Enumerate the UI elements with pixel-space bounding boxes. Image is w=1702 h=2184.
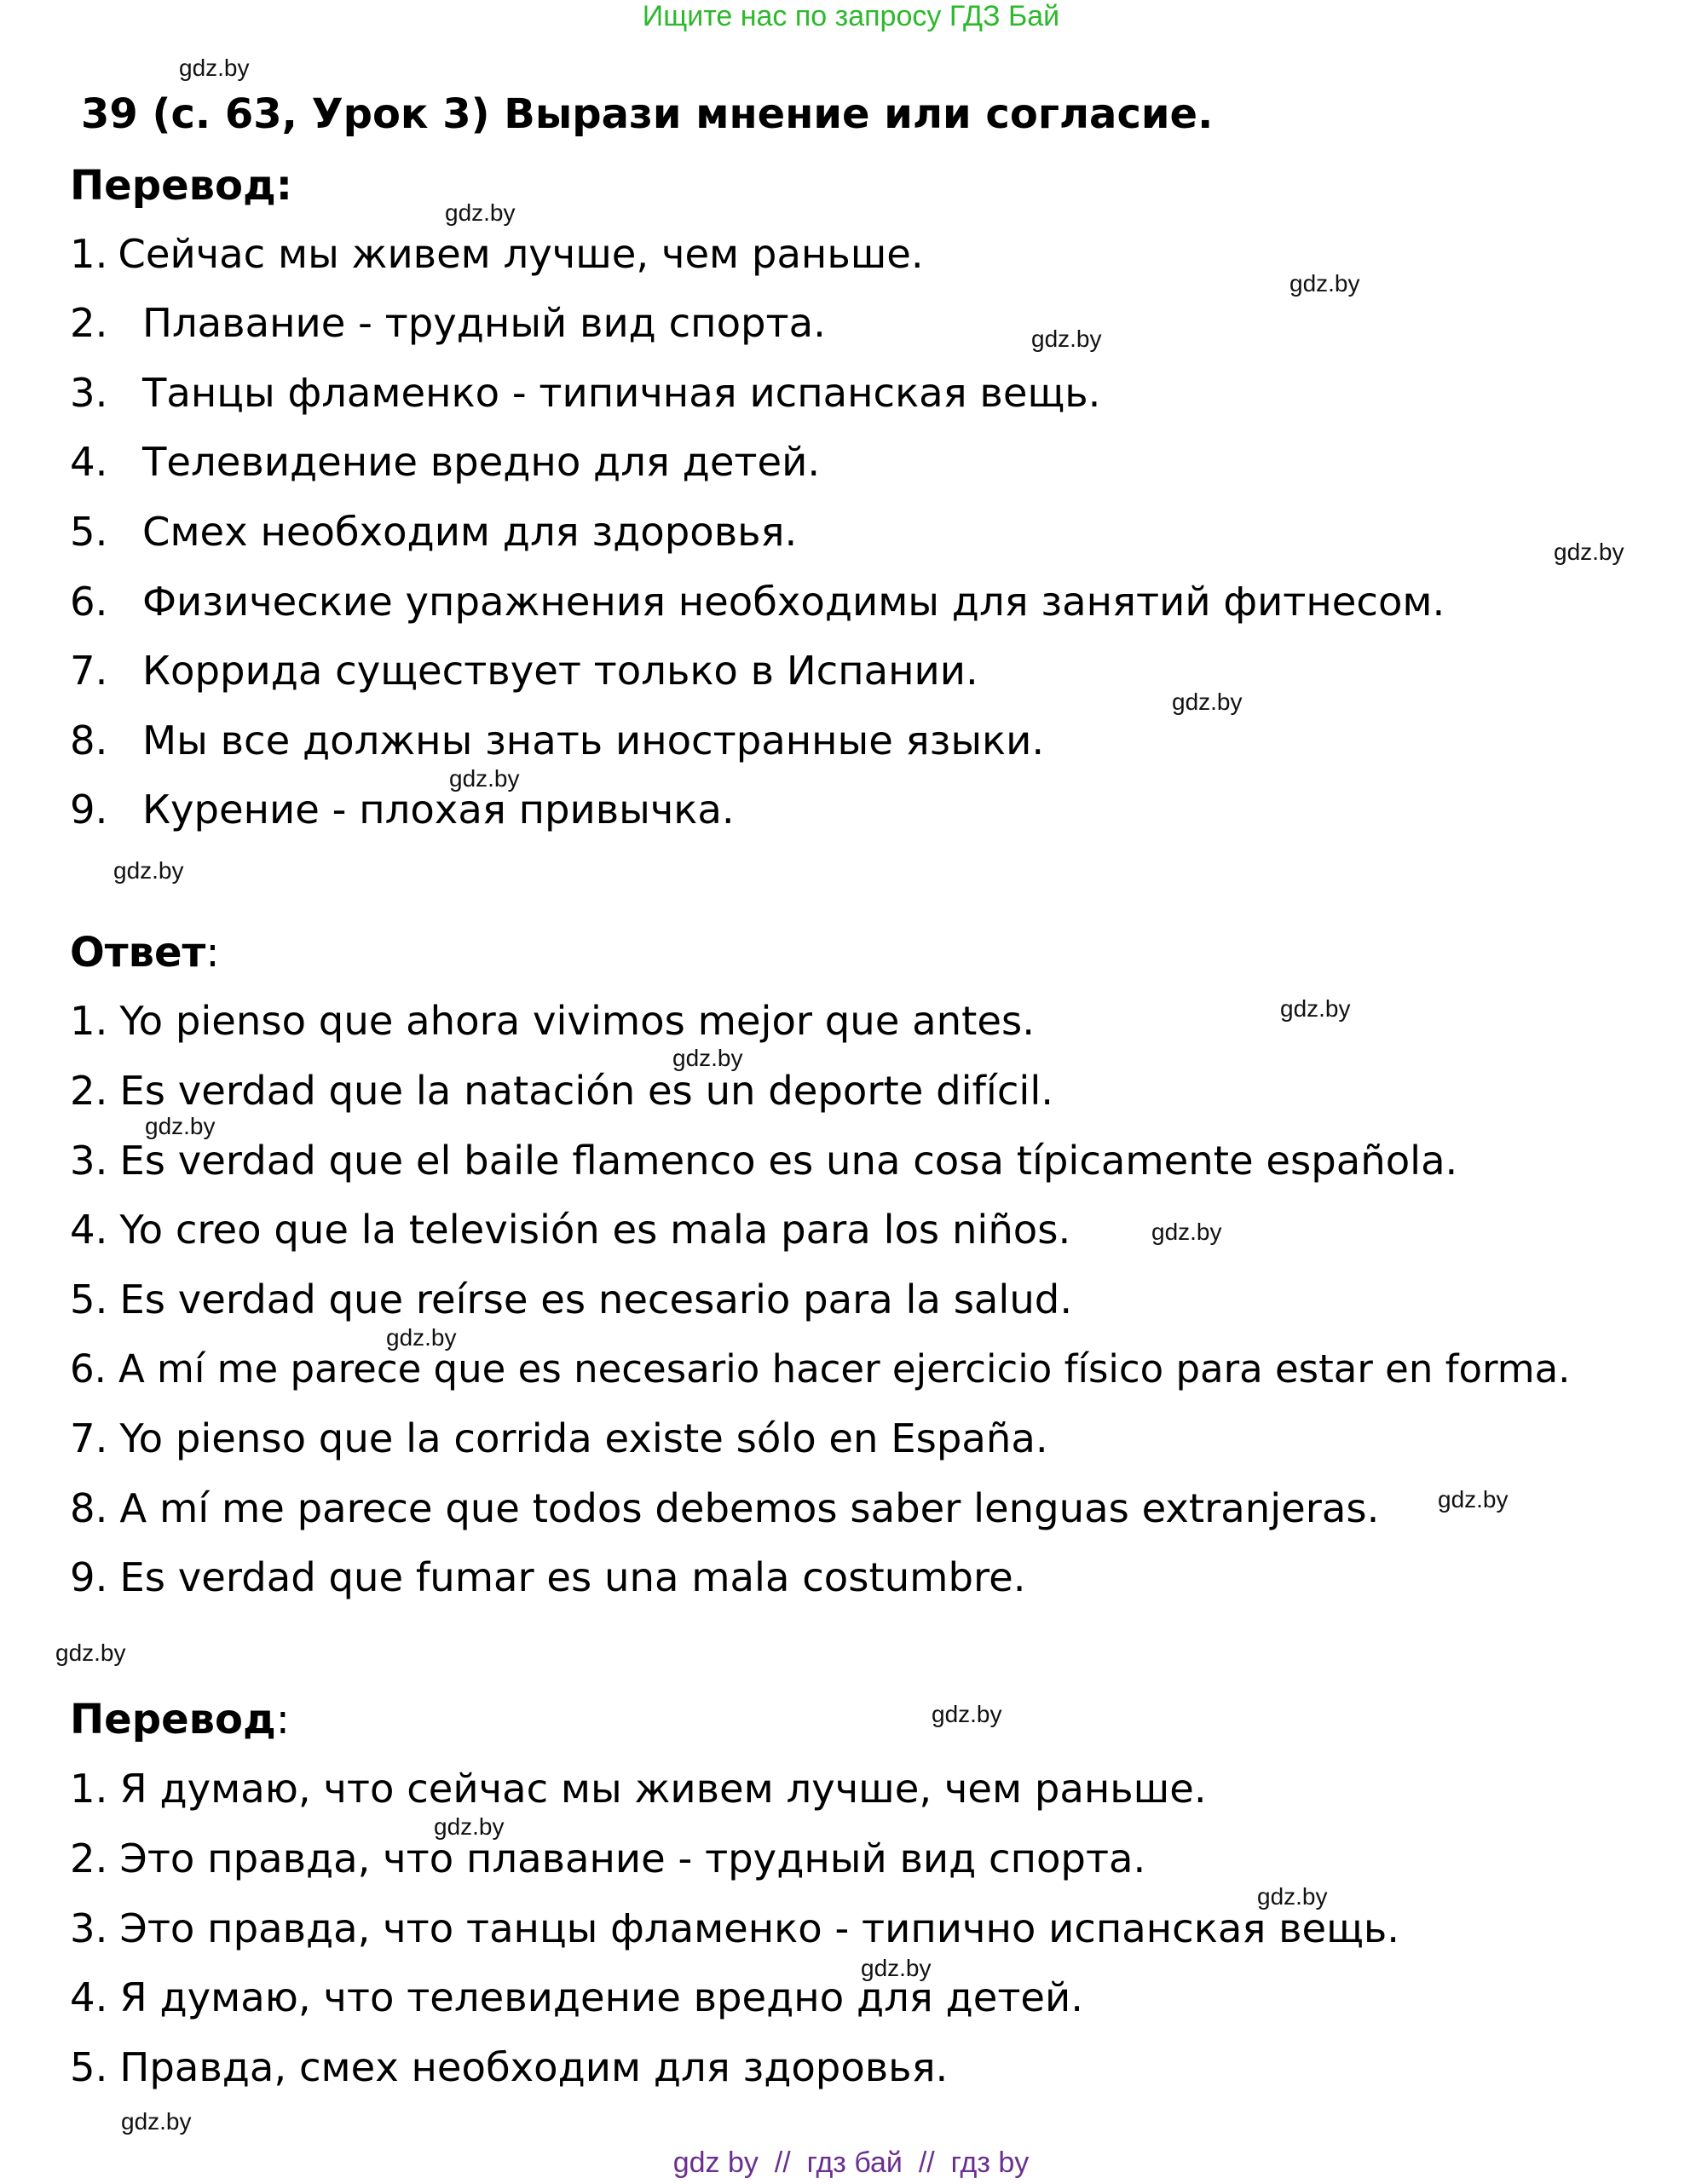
list-item bbox=[70, 1763, 1207, 1814]
item-text: Yo pienso que ahora vivimos mejor que antes. bbox=[119, 998, 1035, 1044]
list-item bbox=[70, 1833, 1145, 1884]
watermark: gdz.by bbox=[113, 857, 184, 884]
list-item bbox=[70, 2042, 948, 2093]
item-number: 4. bbox=[70, 439, 108, 485]
item-number: 3. bbox=[70, 1138, 108, 1184]
section-heading-answer bbox=[70, 927, 220, 978]
item-number: 3. bbox=[70, 370, 108, 416]
top-banner: Ищите нас по запросу ГДЗ Бай bbox=[642, 0, 1060, 32]
watermark: gdz.by bbox=[932, 1701, 1002, 1727]
item-number: 1. bbox=[70, 231, 108, 277]
watermark: gdz.by bbox=[434, 1813, 505, 1840]
item-number: 2. bbox=[70, 1068, 108, 1114]
item-text: Телевидение вредно для детей. bbox=[142, 439, 821, 485]
heading-colon: : bbox=[275, 1696, 290, 1743]
list-item bbox=[70, 576, 1445, 627]
item-text: Физические упражнения необходимы для занятий фитнесом. bbox=[142, 579, 1445, 625]
item-number: 3. bbox=[70, 1905, 108, 1951]
footer-links: gdz by // гдз бай // гдз by bbox=[672, 2147, 1030, 2179]
watermark: gdz.by bbox=[55, 1639, 126, 1666]
list-item bbox=[70, 1204, 1070, 1255]
watermark: gdz.by bbox=[1031, 326, 1102, 352]
item-text: Yo pienso que la corrida existe sólo en España. bbox=[119, 1415, 1048, 1461]
list-item bbox=[70, 1552, 1025, 1603]
heading-text: Ответ bbox=[70, 929, 206, 977]
item-number: 1. bbox=[70, 998, 108, 1044]
list-item bbox=[70, 995, 1035, 1046]
item-text: Курение - плохая привычка. bbox=[142, 787, 735, 833]
watermark: gdz.by bbox=[672, 1045, 743, 1071]
item-text: Сейчас мы живем лучше, чем раньше. bbox=[118, 231, 924, 277]
exercise-title: 39 (с. 63, Урок 3) Вырази мнение или согласие. bbox=[81, 90, 1214, 138]
watermark: gdz.by bbox=[1289, 270, 1360, 297]
item-number: 2. bbox=[70, 300, 108, 346]
item-number: 9. bbox=[70, 787, 108, 833]
list-item bbox=[70, 1344, 1570, 1395]
section-heading-translation-2 bbox=[70, 1694, 290, 1745]
watermark: gdz.by bbox=[1280, 995, 1351, 1022]
item-text: Es verdad que el baile flamenco es una cosa típicamente española. bbox=[119, 1138, 1458, 1184]
watermark: gdz.by bbox=[121, 2108, 192, 2135]
item-text: Es verdad que fumar es una mala costumbre. bbox=[119, 1554, 1026, 1600]
item-number: 5. bbox=[70, 1276, 108, 1323]
list-item bbox=[70, 1065, 1053, 1116]
item-text: Es verdad que la natación es un deporte difícil. bbox=[119, 1068, 1054, 1114]
list-item bbox=[70, 1972, 1083, 2023]
list-item bbox=[70, 297, 826, 349]
list-item bbox=[70, 1274, 1072, 1325]
watermark: gdz.by bbox=[145, 1113, 216, 1139]
watermark: gdz.by bbox=[1257, 1883, 1328, 1910]
item-text: Плавание - трудный вид спорта. bbox=[142, 300, 826, 346]
list-item bbox=[70, 1135, 1457, 1186]
list-item bbox=[70, 506, 797, 557]
item-text: A mí me parece que es necesario hacer ejercicio físico para estar en forma. bbox=[118, 1346, 1571, 1392]
item-number: 7. bbox=[70, 1415, 108, 1461]
item-number: 6. bbox=[70, 579, 108, 625]
watermark: gdz.by bbox=[179, 55, 250, 81]
list-item bbox=[70, 1903, 1399, 1954]
watermark: gdz.by bbox=[1438, 1486, 1509, 1513]
list-item bbox=[70, 367, 1100, 418]
watermark: gdz.by bbox=[386, 1324, 457, 1351]
watermark: gdz.by bbox=[449, 765, 520, 792]
item-text: Я думаю, что телевидение вредно для детей. bbox=[119, 1974, 1084, 2020]
list-item bbox=[70, 784, 735, 835]
list-item bbox=[70, 436, 820, 487]
heading-text: Перевод bbox=[70, 1696, 276, 1743]
item-text: Yo creo que la televisión es mala para los niños. bbox=[119, 1207, 1071, 1253]
item-text: Это правда, что танцы фламенко - типично испанская вещь. bbox=[119, 1905, 1400, 1951]
item-number: 1. bbox=[70, 1766, 108, 1812]
list-item bbox=[70, 645, 978, 696]
item-number: 6. bbox=[70, 1346, 107, 1392]
item-text: Мы все должны знать иностранные языки. bbox=[142, 717, 1045, 764]
watermark: gdz.by bbox=[861, 1955, 932, 1981]
item-text: Es verdad que reírse es necesario para la salud. bbox=[119, 1276, 1073, 1323]
item-text: Я думаю, что сейчас мы живем лучше, чем раньше. bbox=[119, 1766, 1207, 1812]
item-number: 8. bbox=[70, 717, 108, 764]
item-text: Танцы фламенко - типичная испанская вещь. bbox=[142, 370, 1101, 416]
item-number: 4. bbox=[70, 1207, 108, 1253]
item-number: 8. bbox=[70, 1485, 108, 1531]
item-number: 2. bbox=[70, 1835, 108, 1881]
watermark: gdz.by bbox=[1554, 539, 1624, 565]
list-item bbox=[70, 1483, 1379, 1534]
list-item bbox=[70, 228, 924, 279]
item-text: Это правда, что плавание - трудный вид спорта. bbox=[119, 1835, 1146, 1881]
list-item bbox=[70, 1413, 1048, 1464]
watermark: gdz.by bbox=[1151, 1219, 1222, 1245]
item-number: 5. bbox=[70, 509, 108, 555]
watermark: gdz.by bbox=[445, 199, 516, 226]
item-number: 7. bbox=[70, 648, 108, 694]
section-heading-translation: Перевод: bbox=[70, 162, 292, 210]
item-text: Правда, смех необходим для здоровья. bbox=[119, 2044, 949, 2090]
watermark: gdz.by bbox=[1172, 689, 1243, 715]
item-text: A mí me parece que todos debemos saber lenguas extranjeras. bbox=[119, 1485, 1380, 1531]
list-item bbox=[70, 715, 1044, 766]
item-number: 5. bbox=[70, 2044, 108, 2090]
item-text: Коррида существует только в Испании. bbox=[142, 648, 978, 694]
heading-colon: : bbox=[205, 929, 220, 977]
item-number: 4. bbox=[70, 1974, 108, 2020]
item-number: 9. bbox=[70, 1554, 108, 1600]
item-text: Смех необходим для здоровья. bbox=[142, 509, 798, 555]
